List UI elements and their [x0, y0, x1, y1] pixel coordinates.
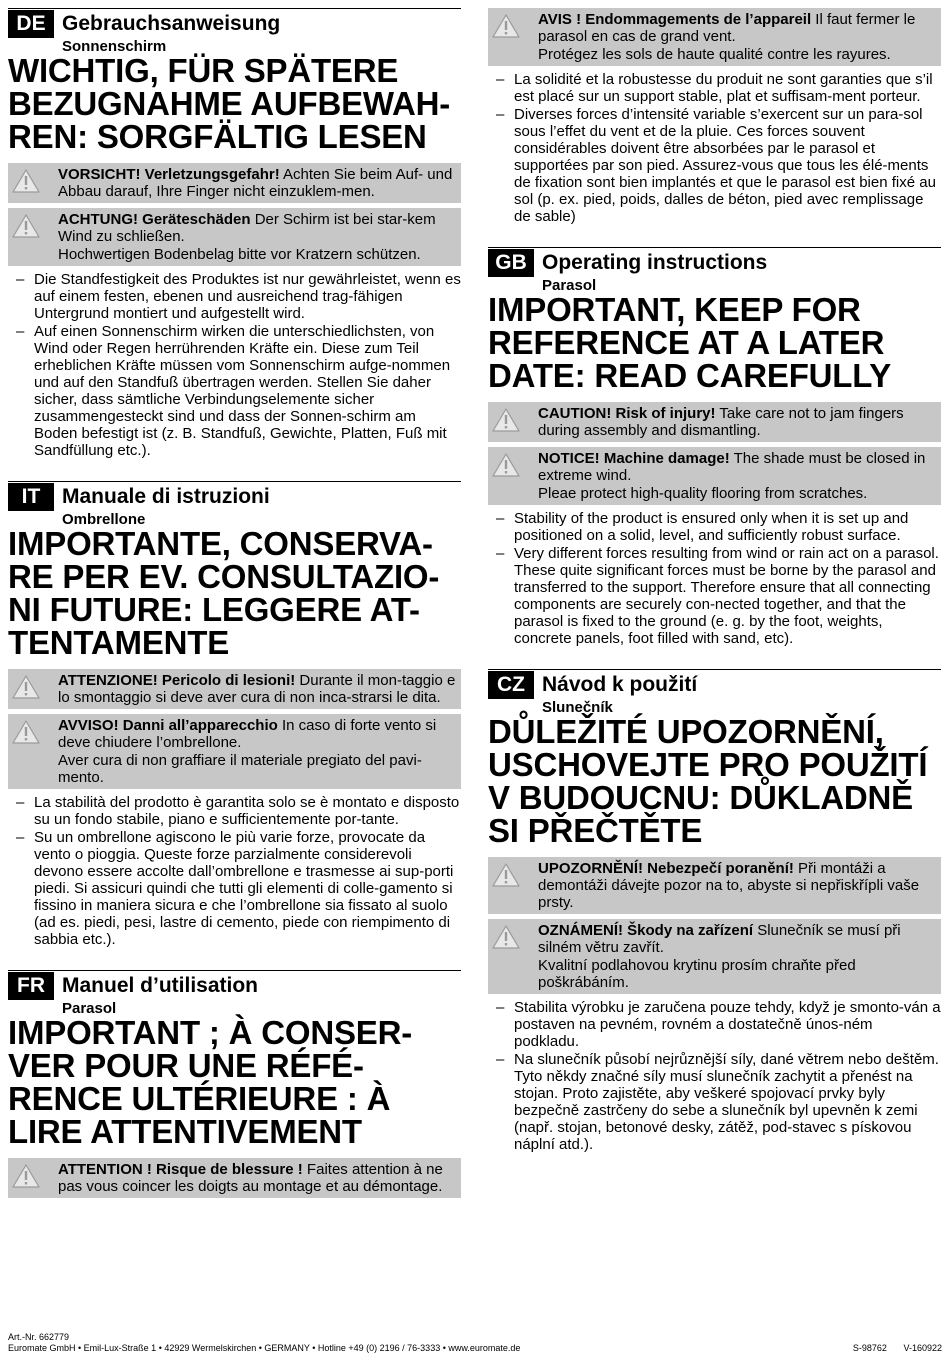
warning-triangle-icon — [492, 13, 520, 39]
right-column — [488, 8, 941, 1175]
section-cz — [488, 669, 941, 1153]
notice-label: AVIS ! Endommagements de l’appareil — [538, 11, 812, 28]
language-badge: DE — [8, 10, 54, 38]
list-item: – Diverses forces d’intensité variable s’exercent sur un para-sol sous l’effet du vent et de la pluie. Ces forces souvent considérables doivent être absorbées par le parasol et supportées par son pied. Assurez-vous que tous les élé-ments de fixation sont bien implantés et que le parasol est bien fixé au sol (p. ex. pied, poids, dalles de béton, pied avec remplissage de sable) — [488, 106, 941, 225]
section-de — [8, 8, 461, 459]
important-heading: DŮLEŽITÉ UPOZORNĚNÍ, USCHOVEJTE PRO POUŽITÍ V BUDOUCNU: DŮKLADNĚ SI PŘEČTĚTE — [488, 713, 928, 849]
warning-box — [8, 669, 461, 709]
list-item: – Na slunečník působí nejrůznější síly, dané větrem nebo deštěm. Tyto někdy značné síly musí slunečník zachytit a přenést na stojan. Proto zajistěte, aby veškeré spojovací prvky byly bezpečně zastrčeny do sebe a slunečník byl upevněn k zemi (např. stojan, betonové desky, zátěž, pod-stavec s pískovou náplní atd.). — [488, 1051, 941, 1153]
list-item: – Very different forces resulting from wind or rain act on a parasol. These quite significant forces must be borne by the parasol and transferred to the support. Therefore ensure that all connecting components are securely con-nected together, and that the parasol is fixed to the ground (e. g. by the foot, weights, concrete panels, foot filled with sand, etc). — [488, 545, 941, 647]
section-header — [8, 970, 461, 1000]
warning-label: ATTENTION ! Risque de blessure ! — [58, 1161, 303, 1178]
notice-extra: Protégez les sols de haute qualité contre les rayures. — [538, 46, 891, 63]
notice-text: Il faut fermer le parasol en cas de grand vent. — [538, 11, 916, 45]
list-item: – Auf einen Sonnenschirm wirken die unterschiedlichsten, von Wind oder Regen herrührenden Kräfte ein. Diese zum Teil erheblichen Kräfte müssen vom Sonnenschirm aufge-nommen und auf den Standfuß übertragen werden. Stellen Sie daher sicher, dass sämtliche Verbindungselemente sicher zusammengesteckt sind und dass der Sonnen-schirm am Boden befestigt ist (z. B. Standfuß, Gewichte, Platten, Fuß mit Sandfüllung etc.). — [8, 323, 461, 459]
notice-label: NOTICE! Machine damage! — [538, 450, 730, 467]
notice-label: ACHTUNG! Geräteschäden — [58, 211, 251, 228]
warning-box — [8, 1158, 461, 1198]
product-name: Parasol — [62, 1000, 117, 1017]
notice-text: Der Schirm ist bei star-kem Wind zu schließen. — [58, 211, 436, 245]
product-name: Slunečník — [542, 699, 613, 716]
important-heading: IMPORTANT ; À CONSER-VER POUR UNE RÉFÉ-RENCE ULTÉRIEURE : À LIRE ATTENTIVEMENT — [8, 1014, 412, 1150]
section-header — [488, 669, 941, 699]
warning-triangle-icon — [12, 213, 40, 239]
language-badge: IT — [8, 483, 54, 511]
list-item: – Stabilita výrobku je zaručena pouze tehdy, když je smonto-ván a postaven na pevném, rovném a dostatečně únos-ném podkladu. — [488, 999, 941, 1050]
company-address: Euromate GmbH • Emil-Lux-Straße 1 • 42929 Wermelskirchen • GERMANY • Hotline +49 (0) 2196 / 76-3333 • www.euromate.de — [8, 1343, 521, 1353]
section-fr — [8, 970, 461, 1198]
product-name: Ombrellone — [62, 511, 146, 528]
section-title: Manuale di istruzioni — [62, 484, 270, 508]
important-heading: IMPORTANTE, CONSERVA-RE PER EV. CONSULTAZIO-NI FUTURE: LEGGERE AT-TENTAMENTE — [8, 525, 440, 661]
list-item: – Su un ombrellone agiscono le più varie forze, provocate da vento o pioggia. Queste forze parzialmente considerevoli devono essere accolte dall’ombrellone e trasmesse ai sup-porti piedi. Si assicuri quindi che tutti gli elementi di colle-gamento si fissino in maniera sicura e che l’ombrellone sia fissato al suolo (ad es. piedi, pesi, lastre di cemento, piede con riempimento di sabbia etc.). — [8, 829, 461, 948]
important-heading: WICHTIG, FÜR SPÄTERE BEZUGNAHME AUFBEWAH-REN: SORGFÄLTIG LESEN — [8, 52, 451, 155]
notice-extra: Pleae protect high-quality flooring from scratches. — [538, 485, 868, 502]
instruction-list — [8, 271, 461, 459]
warning-text: Take care not to jam fingers during assembly and dismantling. — [538, 405, 904, 439]
notice-box — [8, 714, 461, 789]
list-item: – Stability of the product is ensured only when it is set up and positioned on a solid, level, and sufficiently robust surface. — [488, 510, 941, 544]
list-item: – La stabilità del prodotto è garantita solo se è montato e disposto su un fondo stabile, piano e sufficientemente por-tante. — [8, 794, 461, 828]
warning-triangle-icon — [12, 674, 40, 700]
section-fr-continued — [488, 8, 941, 225]
warning-triangle-icon — [12, 719, 40, 745]
notice-box — [488, 8, 941, 66]
section-title: Operating instructions — [542, 250, 768, 274]
warning-box — [488, 857, 941, 914]
language-badge: CZ — [488, 671, 534, 699]
section-gb — [488, 247, 941, 647]
warning-label: UPOZORNĚNÍ! Nebezpečí poranění! — [538, 860, 794, 877]
warning-triangle-icon — [492, 862, 520, 888]
notice-text: Slunečník se musí při silném větru zavřít. — [538, 922, 901, 956]
warning-text: Achten Sie beim Auf- und Abbau darauf, Ihre Finger nicht einzuklem-men. — [58, 166, 453, 200]
notice-box — [488, 919, 941, 994]
section-header — [488, 247, 941, 277]
warning-text: Durante il mon-taggio e lo smontaggio si deve aver cura di non inca-strarsi le dita. — [58, 672, 456, 706]
important-heading: IMPORTANT, KEEP FOR REFERENCE AT A LATER DATE: READ CAREFULLY — [488, 291, 892, 394]
article-number: Art.-Nr. 662779 — [8, 1332, 70, 1342]
instruction-list — [8, 794, 461, 948]
section-title: Návod k použití — [542, 672, 698, 696]
notice-extra: Hochwertigen Bodenbelag bitte vor Kratzern schützen. — [58, 246, 421, 263]
warning-triangle-icon — [12, 168, 40, 194]
section-it — [8, 481, 461, 948]
left-column — [8, 8, 461, 1203]
list-item: – La solidité et la robustesse du produit ne sont garanties que s’il est placé sur un support stable, plat et suffisam-ment porteur. — [488, 71, 941, 105]
notice-extra: Aver cura di non graffiare il materiale pregiato del pavi-mento. — [58, 752, 422, 786]
section-header — [8, 8, 461, 38]
warning-label: ATTENZIONE! Pericolo di lesioni! — [58, 672, 296, 689]
section-header — [8, 481, 461, 511]
notice-label: OZNÁMENÍ! Škody na zařízení — [538, 922, 754, 939]
page-footer — [8, 1332, 942, 1354]
notice-text: In caso di forte vento si deve chiudere l’ombrellone. — [58, 717, 437, 751]
warning-label: CAUTION! Risk of injury! — [538, 405, 716, 422]
document-codes — [839, 1343, 942, 1354]
instruction-list — [488, 71, 941, 225]
language-badge: GB — [488, 249, 534, 277]
notice-extra: Kvalitní podlahovou krytinu prosím chraňte před poškrábáním. — [538, 957, 856, 991]
notice-text: The shade must be closed in extreme wind. — [538, 450, 926, 484]
version-code: V-160922 — [903, 1343, 942, 1353]
warning-triangle-icon — [492, 407, 520, 433]
section-title: Gebrauchsanweisung — [62, 11, 281, 35]
product-name: Sonnenschirm — [62, 38, 167, 55]
list-item: – Die Standfestigkeit des Produktes ist nur gewährleistet, wenn es auf einem festen, ebenen und ausreichend trag-fähigen Untergrund montiert und aufgestellt wird. — [8, 271, 461, 322]
instruction-list — [488, 510, 941, 647]
doc-code: S-98762 — [852, 1343, 887, 1353]
warning-box — [8, 163, 461, 203]
instruction-list — [488, 999, 941, 1153]
product-name: Parasol — [542, 277, 597, 294]
language-badge: FR — [8, 972, 54, 1000]
warning-text: Při montáži a demontáži dávejte pozor na to, abyste si nepřiskřípli vaše prsty. — [538, 860, 920, 911]
warning-triangle-icon — [492, 452, 520, 478]
notice-label: AVVISO! Danni all’apparecchio — [58, 717, 278, 734]
section-title: Manuel d’utilisation — [62, 973, 259, 997]
warning-text: Faites attention à ne pas vous coincer les doigts au montage et au démontage. — [58, 1161, 443, 1195]
notice-box — [8, 208, 461, 266]
warning-triangle-icon — [12, 1163, 40, 1189]
warning-box — [488, 402, 941, 442]
warning-label: VORSICHT! Verletzungsgefahr! — [58, 166, 280, 183]
notice-box — [488, 447, 941, 505]
warning-triangle-icon — [492, 924, 520, 950]
